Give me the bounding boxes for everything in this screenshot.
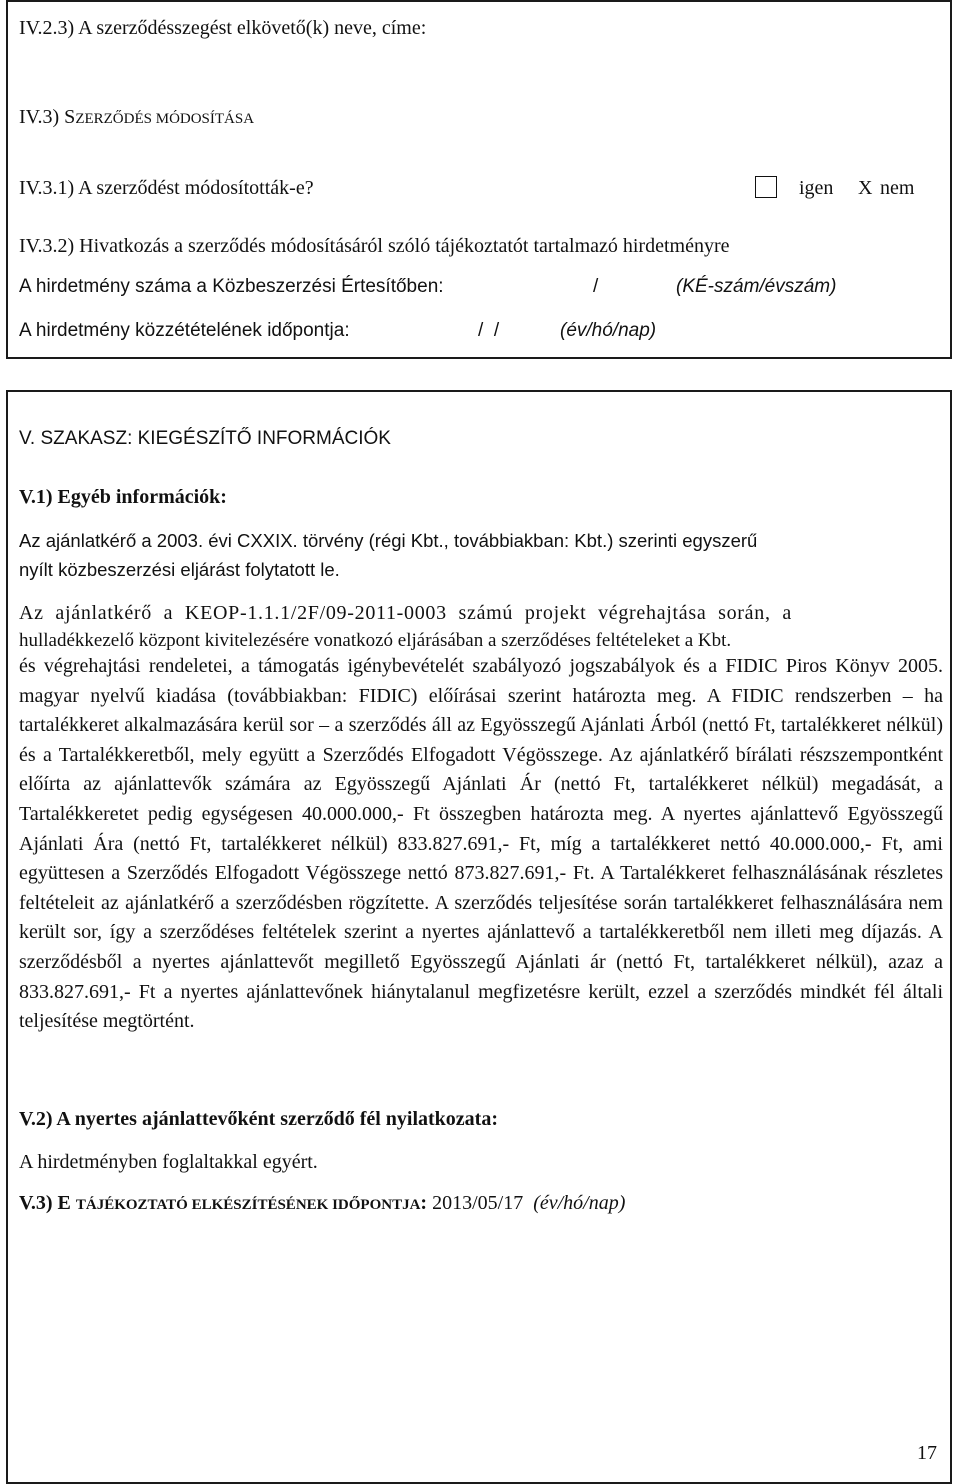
notice-date-hint: (év/hó/nap) bbox=[560, 320, 657, 341]
notice-number-label: A hirdetmény száma a Közbeszerzési Értesítőben: bbox=[19, 276, 444, 297]
iv-3-heading bbox=[19, 106, 254, 129]
p1-line2: nyílt közbeszerzési eljárást folytatott le. bbox=[19, 559, 340, 580]
igen-label: igen bbox=[799, 177, 834, 199]
iv-3-heading-prefix: IV.3) S bbox=[19, 106, 76, 128]
p2-body: és végrehajtási rendeletei, a támogatás igénybevételét szabályozó jogszabályok és a FIDIC Piros Könyv 2005. magyar nyelvű kiadása (továbbiakban: FIDIC) előírásai szerint határozta meg. A FIDIC rendszerben – ha tartalékkeret alkalmazására kerül sor – a szerződés áll az Egyösszegű Ajánlati Árból (nettó Ft, tartalékkeret nélkül) és a Tartalékkeretből, mely együtt a Szerződés Elfogadott Végösszege. Az ajánlatkérő bírálati részszempontként előírta az ajánlattevők számára az Egyösszegű Ajánlati Ár (nettó Ft, tartalékkeret nélkül) megadását, a Tartalékkeretet pedig egységesen 40.000.000,- Ft összegben határozta meg. A nyertes ajánlattevő Egyösszegű Ajánlati Ára (nettó Ft, tartalékkeret nélkül) 833.827.691,- Ft, míg a tartalékkeret nettó 40.000.000,- Ft, ami együttesen a Szerződés Elfogadott Végösszege nettó 873.827.691,- Ft. A Tartalékkeret felhasználásának részletes feltételeit az ajánlatkérő a szerződésben rögzítette. A szerződés teljesítése során tartalékkeret felhasználására nem került sor, így a szerződéses feltételek szerint a nyertes ajánlattevő a tartalékkeretből nem illeti meg díjazás. A szerződésből a nyertes ajánlattevőt megillető Egyösszegű Ajánlati ár (nettó Ft, tartalékkeret nélkül), azaz a 833.827.691,- Ft a nyertes ajánlattevőnek hiánytalanul megfizetésre került, ezzel a szerződés mindkét fél általi teljesítése megtörtént. bbox=[19, 655, 943, 1033]
section-v-title: V. SZAKASZ: KIEGÉSZÍTŐ INFORMÁCIÓK bbox=[19, 428, 391, 449]
v2-text: A hirdetményben foglaltakkal egyért. bbox=[19, 1151, 318, 1173]
v2-title: V.2) A nyertes ajánlattevőként szerződő fél nyilatkozata: bbox=[19, 1108, 499, 1130]
igen-checkbox[interactable] bbox=[755, 176, 777, 198]
p2-intro-text: Az ajánlatkérő a KEOP-1.1.1/2F/09-2011-0003 számú projekt végrehajtása során, a bbox=[19, 602, 792, 624]
v3-colon: : bbox=[420, 1192, 433, 1214]
notice-date-label: A hirdetmény közzétételének időpontja: bbox=[19, 320, 350, 341]
iv-3-1-question: IV.3.1) A szerződést módosították-e? bbox=[19, 177, 314, 199]
nem-mark: X bbox=[858, 177, 873, 199]
p2-intro bbox=[19, 602, 943, 625]
iv-3-2-heading: IV.3.2) Hivatkozás a szerződés módosításáról szóló tájékoztatót tartalmazó hirdetményre bbox=[19, 235, 730, 257]
notice-number-hint: (KÉ-szám/évszám) bbox=[676, 276, 837, 297]
v3-prefix: V.3) E bbox=[19, 1192, 76, 1214]
notice-number-slash: / bbox=[593, 276, 599, 297]
p2-line2: hulladékkezelő központ kivitelezésére vonatkozó eljárásában a szerződéses feltételeket a Kbt. bbox=[19, 630, 732, 651]
nem-label: nem bbox=[880, 177, 915, 199]
v3-label: TÁJÉKOZTATÓ ELKÉSZÍTÉSÉNEK IDŐPONTJA bbox=[75, 1197, 421, 1213]
v3-date: 2013/05/17 bbox=[432, 1192, 524, 1214]
v1-title: V.1) Egyéb információk: bbox=[19, 486, 227, 508]
v3-hint: (év/hó/nap) bbox=[533, 1192, 626, 1214]
iv-2-3-heading: IV.2.3) A szerződésszegést elkövető(k) neve, címe: bbox=[19, 17, 427, 39]
page-number: 17 bbox=[917, 1442, 937, 1464]
notice-date-slashes: / / bbox=[478, 320, 500, 341]
p1-line1: Az ajánlatkérő a 2003. évi CXXIX. törvény (régi Kbt., továbbiakban: Kbt.) szerinti egyszerű bbox=[19, 530, 758, 551]
v3-line bbox=[19, 1192, 625, 1215]
iv-3-heading-rest: ZERZŐDÉS MÓDOSÍTÁSA bbox=[75, 111, 255, 127]
